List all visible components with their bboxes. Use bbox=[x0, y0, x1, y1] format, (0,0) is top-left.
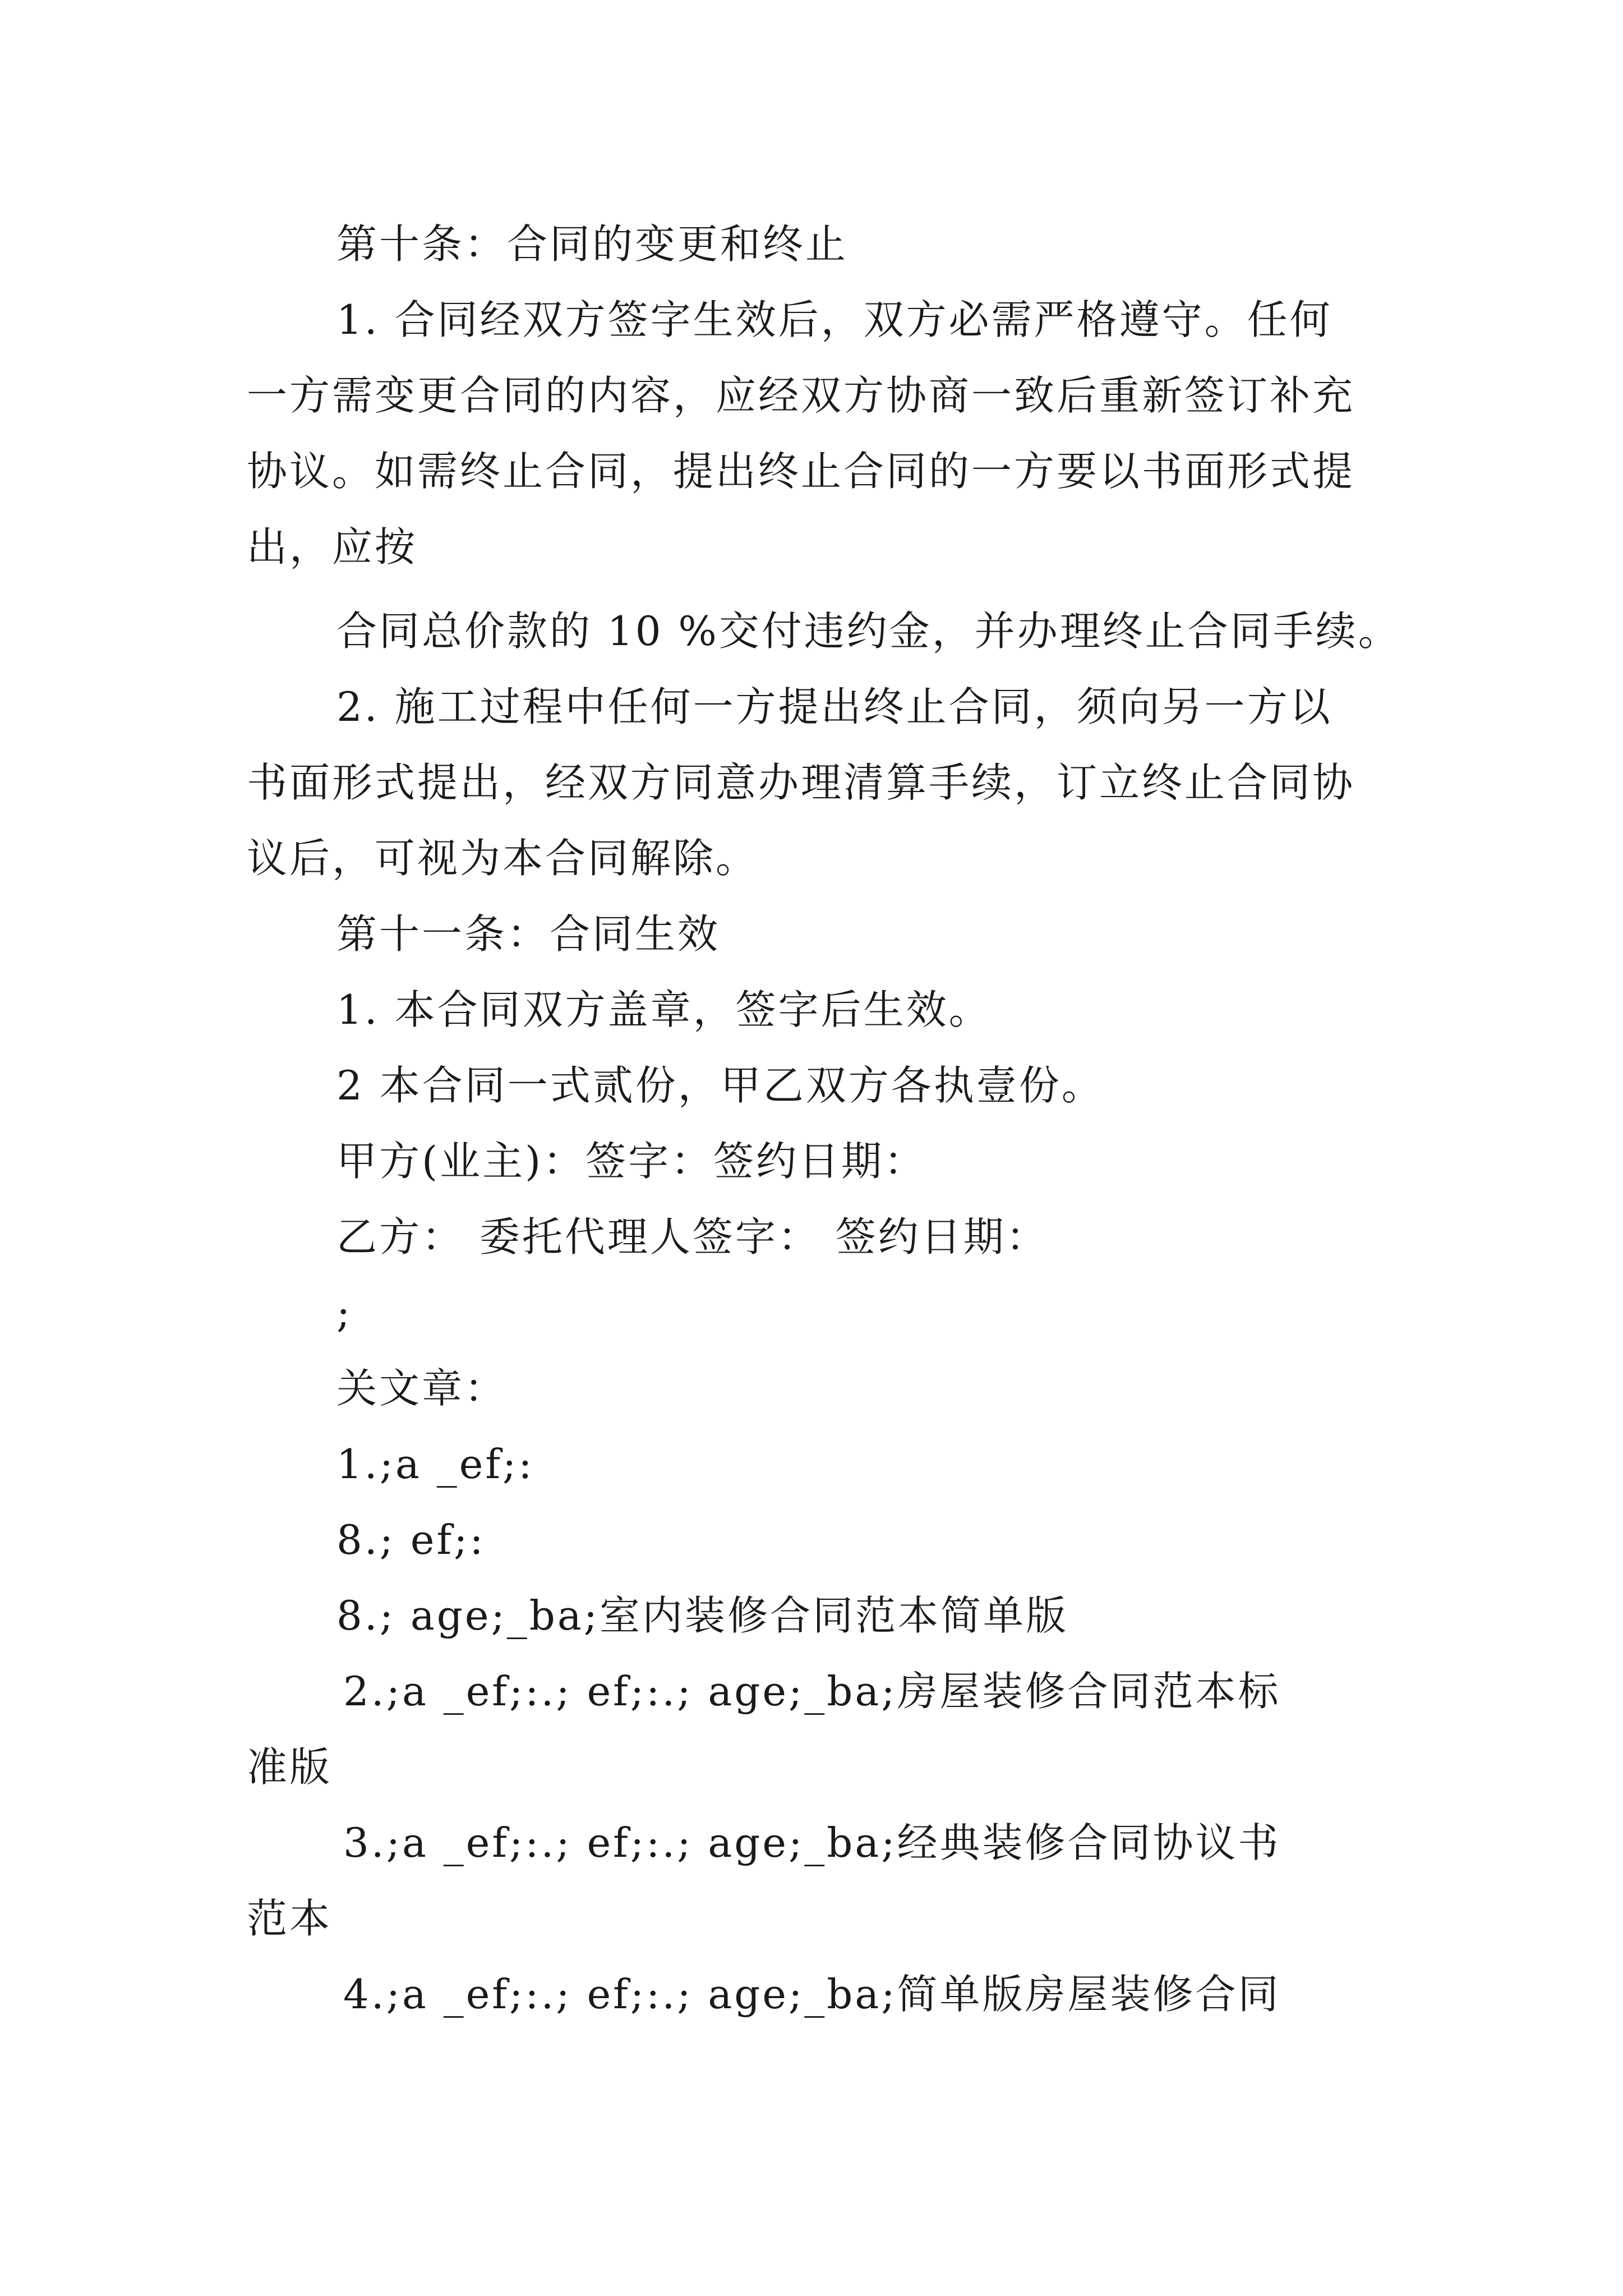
paragraph-line: 书面形式提出，经双方同意办理清算手续，订立终止合同协 bbox=[247, 759, 1355, 806]
paragraph-line: 议后，可视为本合同解除。 bbox=[247, 835, 759, 882]
paragraph-line: 1. 合同经双方签字生效后，双方必需严格遵守。任何 bbox=[336, 296, 1332, 343]
related-article-item[interactable]: 8.; ef;: bbox=[336, 1516, 486, 1563]
paragraph-line: 协议。如需终止合同，提出终止合同的一方要以书面形式提 bbox=[247, 448, 1355, 495]
paragraph-line: 一方需变更合同的内容，应经双方协商一致后重新签订补充 bbox=[247, 372, 1355, 419]
related-article-item[interactable]: 1.;a _ef;: bbox=[336, 1441, 534, 1488]
paragraph-line: 合同总价款的 10 %交付违约金，并办理终止合同手续。 bbox=[336, 608, 1401, 655]
related-article-item-continued[interactable]: 范本 bbox=[247, 1895, 333, 1942]
paragraph-line: 2 本合同一式贰份，甲乙双方各执壹份。 bbox=[336, 1062, 1104, 1109]
paragraph-line: 1. 本合同双方盖章，签字后生效。 bbox=[336, 986, 992, 1033]
related-article-item-continued[interactable]: 准版 bbox=[247, 1743, 333, 1791]
party-a-signature-line: 甲方(业主)：签字：签约日期： bbox=[336, 1138, 927, 1185]
paragraph-line: 出，应按 bbox=[247, 523, 418, 570]
related-article-item[interactable]: 3.;a _ef;:.; ef;:.; age;_ba;经典装修合同协议书 bbox=[343, 1819, 1281, 1866]
party-b-signature-line: 乙方： 委托代理人签字： 签约日期： bbox=[336, 1213, 1049, 1260]
related-article-item[interactable]: 2.;a _ef;:.; ef;:.; age;_ba;房屋装修合同范本标 bbox=[343, 1668, 1281, 1715]
section-10-heading: 第十条：合同的变更和终止 bbox=[336, 220, 849, 268]
section-11-heading: 第十一条：合同生效 bbox=[336, 910, 721, 958]
related-articles-heading: 关文章： bbox=[336, 1365, 508, 1412]
separator-text: ; bbox=[336, 1289, 353, 1336]
related-article-item[interactable]: 4.;a _ef;:.; ef;:.; age;_ba;简单版房屋装修合同 bbox=[343, 1971, 1281, 2018]
related-article-item[interactable]: 8.; age;_ba;室内装修合同范本简单版 bbox=[336, 1592, 1068, 1639]
paragraph-line: 2. 施工过程中任何一方提出终止合同，须向另一方以 bbox=[336, 683, 1332, 730]
